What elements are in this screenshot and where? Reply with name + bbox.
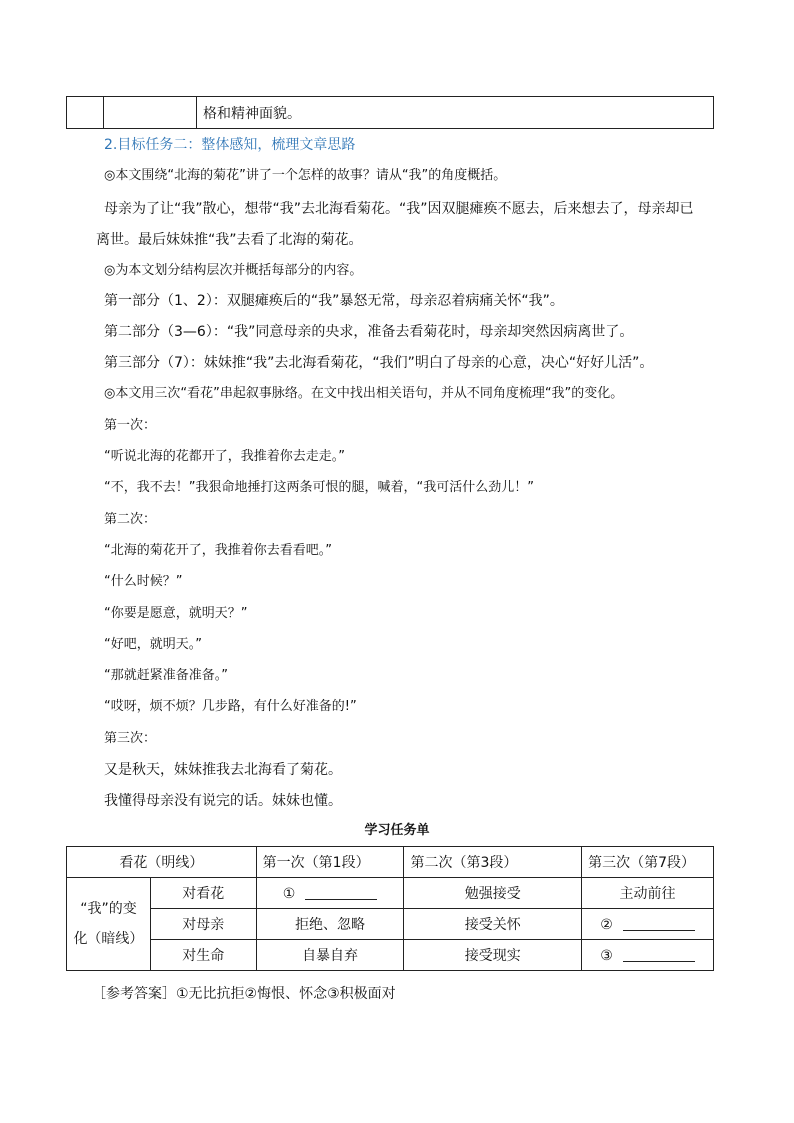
third-quote-2: 我懂得母亲没有说完的话。妹妹也懂。 [104,793,342,809]
answer-blank-cell [582,940,714,971]
second-label: 第二次： [104,512,157,527]
reference-answer: ［参考答案］①无比抗拒②悔恨、怀念③积极面对 [92,986,396,1002]
table-cell [67,97,104,129]
table-cell: 主动前往 [582,878,714,909]
part-2: 第二部分（3—6）：“我”同意母亲的央求，准备去看菊花时，母亲却突然因病离世了。 [104,324,634,340]
table-row [67,940,714,971]
worksheet-title: 学习任务单 [364,823,430,838]
header-cell: 第三次（第7段） [582,847,714,878]
row-group-label [67,878,151,971]
row-group-label-line-1: “我”的变 [80,901,137,917]
answer-1-line-2: 离世。最后妹妹推“我”去看了北海的菊花。 [96,232,363,248]
header-cell: 看花（明线） [67,847,257,878]
second-quote-2: “什么时候？” [104,574,183,589]
aspect-cell: 对生命 [150,940,256,971]
fill-in-blank[interactable] [623,916,695,931]
third-quote-1: 又是秋天，妹妹推我去北海看了菊花。 [104,762,342,778]
blank-number: ③ [600,947,613,964]
part-1: 第一部分（1、2）：双腿瘫痪后的“我”暴怒无常，母亲忍着病痛关怀“我”。 [104,293,564,309]
table-cell: 拒绝、忽略 [256,909,404,940]
aspect-cell: 对看花 [150,878,256,909]
fill-in-blank[interactable] [623,947,695,962]
part-3: 第三部分（7）：妹妹推“我”去北海看菊花，“我们”明白了母亲的心意，决心“好好儿活”。 [104,355,654,371]
aspect-cell: 对母亲 [150,909,256,940]
first-label: 第一次： [104,418,157,433]
table-cell: 接受关怀 [404,909,582,940]
question-3: ◎本文用三次“看花”串起叙事脉络。在文中找出相关语句，并从不同角度梳理“我”的变化。 [104,386,624,401]
table-row [67,878,714,909]
question-1: ◎本文围绕“北海的菊花”讲了一个怎样的故事？请从“我”的角度概括。 [104,168,507,183]
continuation-table [66,96,714,129]
first-quote-2: “不，我不去！”我狠命地捶打这两条可恨的腿，喊着，“我可活什么劲儿！” [104,480,534,495]
third-label: 第三次： [104,731,157,746]
first-quote-1: “听说北海的花都开了，我推着你去走走。” [104,449,345,464]
header-cell: 第二次（第3段） [404,847,582,878]
answer-blank-cell [582,909,714,940]
second-quote-3: “你要是愿意，就明天？” [104,606,248,621]
section-heading: 2.目标任务二：整体感知，梳理文章思路 [104,137,356,153]
row-group-label-line-2: 化（暗线） [73,931,144,947]
table-cell: 自暴自弃 [256,940,404,971]
second-quote-5: “那就赶紧准备准备。” [104,668,228,683]
table-cell: 接受现实 [404,940,582,971]
table-cell [104,97,197,129]
fill-in-blank[interactable] [305,885,377,900]
question-2: ◎为本文划分结构层次并概括每部分的内容。 [104,263,363,278]
task-worksheet-table [66,846,714,971]
blank-number: ② [600,916,613,933]
second-quote-4: “好吧，就明天。” [104,637,202,652]
answer-blank-cell [256,878,404,909]
table-header-row [67,847,714,878]
table-cell: 格和精神面貌。 [197,97,714,129]
blank-number: ① [282,885,296,902]
table-cell: 勉强接受 [404,878,582,909]
second-quote-1: “北海的菊花开了，我推着你去看看吧。” [104,543,332,558]
answer-1-line-1: 母亲为了让“我”散心，想带“我”去北海看菊花。“我”因双腿瘫痪不愿去，后来想去了，母亲却已 [104,201,694,217]
second-quote-6: “哎呀，烦不烦？几步路，有什么好准备的!” [104,699,357,714]
table-row [67,909,714,940]
header-cell: 第一次（第1段） [256,847,404,878]
table-row [67,97,714,129]
